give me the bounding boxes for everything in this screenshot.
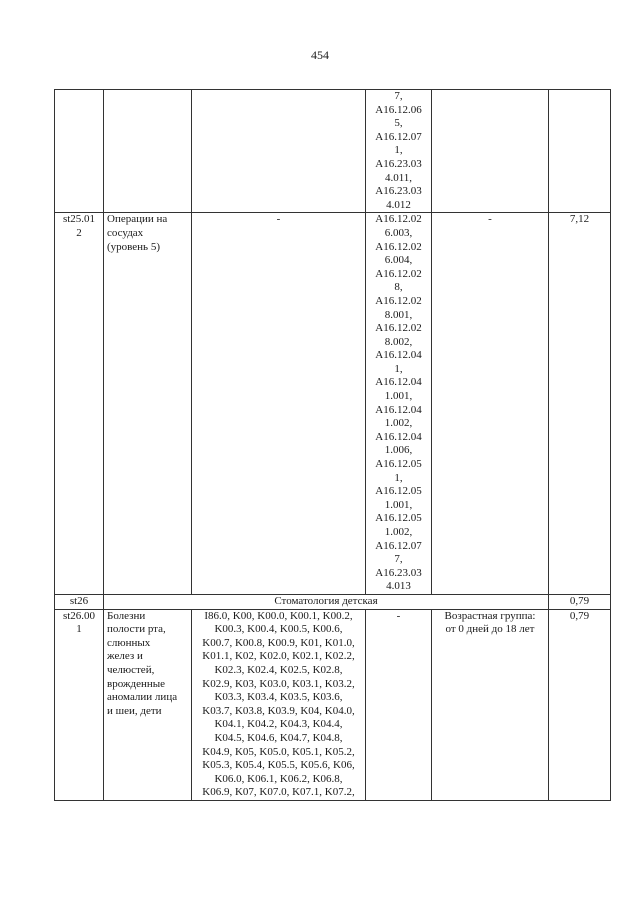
services-cell: - xyxy=(366,609,432,800)
name-cell: Операции на сосудах (уровень 5) xyxy=(104,213,192,595)
code-cell: st26.00 1 xyxy=(55,609,104,800)
diagnoses-cell: - xyxy=(192,213,366,595)
tariff-table xyxy=(54,89,611,801)
diagnoses-cell xyxy=(192,90,366,213)
name-cell: Болезни полости рта, слюнных желез и челюстей, врожденные аномалии лица и шеи, дети xyxy=(104,609,192,800)
name-cell xyxy=(104,90,192,213)
table-row xyxy=(55,609,611,800)
table-row xyxy=(55,213,611,595)
code-cell xyxy=(55,90,104,213)
group-code-cell: st26 xyxy=(55,594,104,609)
coefficient-cell xyxy=(549,90,611,213)
code-cell: st25.01 2 xyxy=(55,213,104,595)
other-cell: - xyxy=(432,213,549,595)
diagnoses-cell: I86.0, K00, K00.0, K00.1, K00.2, K00.3, K00.4, K00.5, K00.6, K00.7, K00.8, K00.9, K01, K01.0, K01.1, K02, K02.0, K02.1, K02.2, K02.3, K02.4, K02.5, K02.8, K02.9, K03, K03.0, K03.1, K03.2, K03.3, K03.4, K03.5, K03.6, K03.7, K03.8, K03.9, K04, K04.0, K04.1, K04.2, K04.3, K04.4, K04.5, K04.6, K04.7, K04.8, K04.9, K05, K05.0, K05.1, K05.2, K05.3, K05.4, K05.5, K05.6, K06, K06.0, K06.1, K06.2, K06.8, K06.9, K07, K07.0, K07.1, K07.2, xyxy=(192,609,366,800)
group-title-cell: Стоматология детская xyxy=(104,594,549,609)
services-cell: 7, A16.12.06 5, A16.12.07 1, A16.23.03 4.011, A16.23.03 4.012 xyxy=(366,90,432,213)
coefficient-cell: 0,79 xyxy=(549,609,611,800)
group-header-row xyxy=(55,594,611,609)
coefficient-cell: 7,12 xyxy=(549,213,611,595)
page-number: 454 xyxy=(311,48,329,62)
table-row xyxy=(55,90,611,213)
services-cell: A16.12.02 6.003, A16.12.02 6.004, A16.12.02 8, A16.12.02 8.001, A16.12.02 8.002, A16.12.04 1, A16.12.04 1.001, A16.12.04 1.002, A16.12.04 1.006, A16.12.05 1, A16.12.05 1.001, A16.12.05 1.002, A16.12.07 7, A16.23.03 4.013 xyxy=(366,213,432,595)
group-coefficient-cell: 0,79 xyxy=(549,594,611,609)
other-cell: Возрастная группа: от 0 дней до 18 лет xyxy=(432,609,549,800)
other-cell xyxy=(432,90,549,213)
